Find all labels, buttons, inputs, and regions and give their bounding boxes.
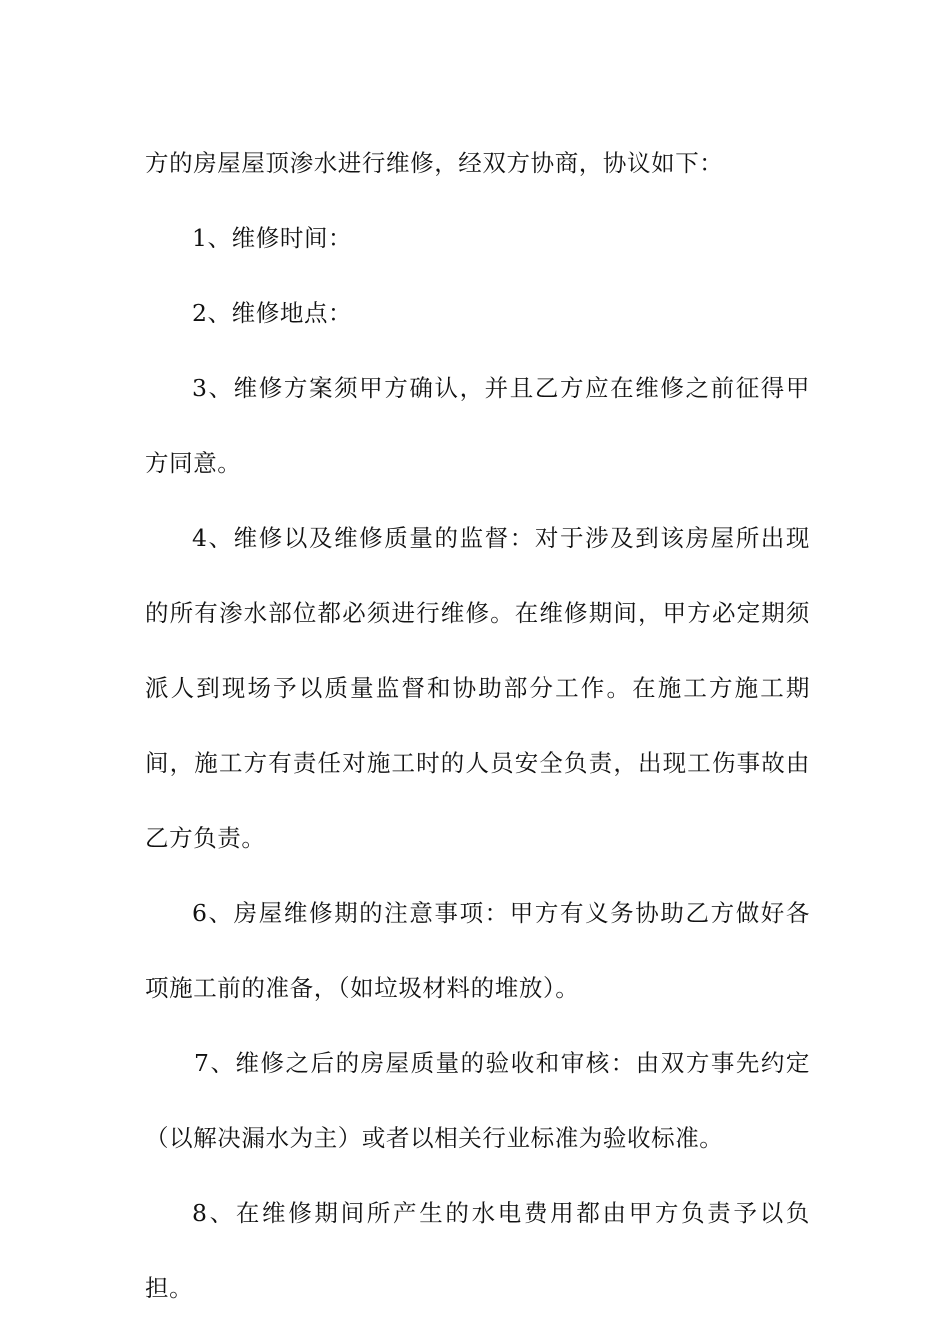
paragraph-item-4: 4、维修以及维修质量的监督：对于涉及到该房屋所出现的所有渗水部位都必须进行维修。在维修期间，甲方必定期须派人到现场予以质量监督和协助部分工作。在施工方施工期间，施工方有责任对施工时的人员安全负责，出现工伤事故由乙方负责。 [145, 524, 810, 852]
document-body [145, 126, 810, 1326]
paragraph-item-3: 3、维修方案须甲方确认，并且乙方应在维修之前征得甲方同意。 [145, 374, 810, 477]
paragraph-item-7: 7、维修之后的房屋质量的验收和审核：由双方事先约定（以解决漏水为主）或者以相关行业标准为验收标准。 [145, 1049, 810, 1152]
paragraph-item-6: 6、房屋维修期的注意事项：甲方有义务协助乙方做好各项施工前的准备，（如垃圾材料的堆放）。 [145, 899, 810, 1002]
paragraph-item-8: 8、在维修期间所产生的水电费用都由甲方负责予以负担。 [145, 1199, 810, 1302]
paragraph-item-2: 2、维修地点： [192, 299, 353, 327]
paragraph-item-1: 1、维修时间： [192, 224, 353, 252]
paragraph-intro: 方的房屋屋顶渗水进行维修，经双方协商，协议如下： [145, 149, 724, 177]
